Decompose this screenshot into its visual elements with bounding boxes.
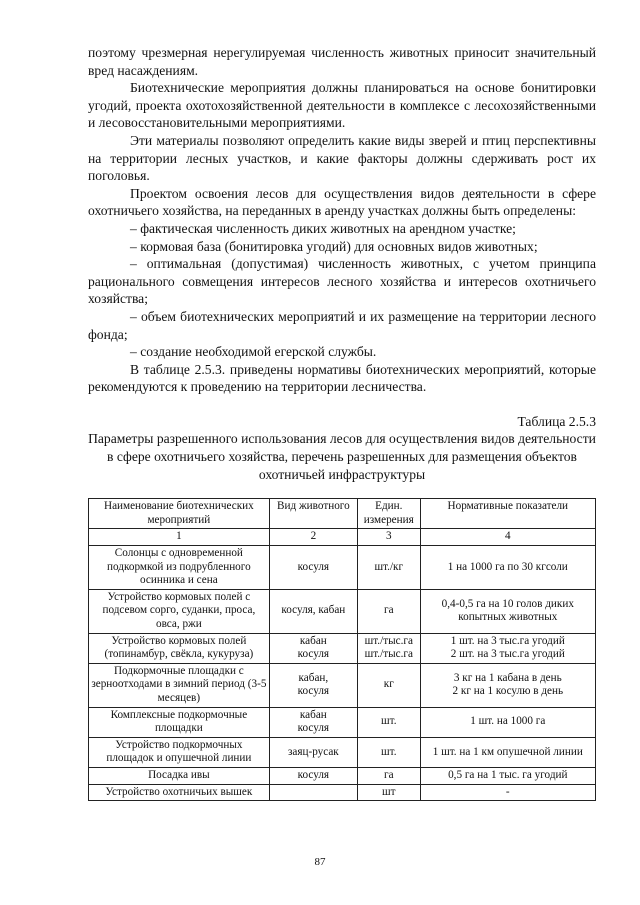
paragraph: Эти материалы позволяют определить какие виды зверей и птиц перспективны на территории лесных участков, и какие факторы должны сдерживать рост их поголовья. (88, 132, 596, 184)
table-cell (269, 784, 357, 801)
table-cell: косуля, кабан (269, 589, 357, 633)
table-cell: кабан косуля (269, 707, 357, 737)
page-number: 87 (314, 856, 326, 868)
table-cell: 1 на 1000 га по 30 кгсоли (420, 546, 595, 590)
table-cell: - (420, 784, 595, 801)
table-cell: шт. (357, 737, 420, 767)
table-body (89, 546, 596, 801)
column-number-row (89, 529, 596, 546)
table-row (89, 589, 596, 633)
table-row (89, 633, 596, 663)
paragraph: – фактическая численность диких животных на арендном участке; (130, 220, 516, 236)
page-content (88, 44, 596, 801)
table-row (89, 546, 596, 590)
table-cell: 1 шт. на 1000 га (420, 707, 595, 737)
header-cell: Един. измерения (357, 499, 420, 529)
table-cell: косуля (269, 767, 357, 784)
table-cell: Устройство подкормочных площадок и опушечной линии (89, 737, 270, 767)
table-cell: шт./тыс.га шт./тыс.га (357, 633, 420, 663)
column-number: 1 (89, 529, 270, 546)
table-row (89, 737, 596, 767)
table-cell: Устройство кормовых полей с подсевом сорго, суданки, проса, овса, ржи (89, 589, 270, 633)
table-cell: кабан косуля (269, 633, 357, 663)
table-cell: Подкормочные площадки с зерноотходами в зимний период (3-5 месяцев) (89, 663, 270, 707)
table-cell: шт. (357, 707, 420, 737)
table-cell: косуля (269, 546, 357, 590)
table-cell: 1 шт. на 3 тыс.га угодий 2 шт. на 3 тыс.га угодий (420, 633, 595, 663)
table-cell: кабан, косуля (269, 663, 357, 707)
table-cell: Комплексные подкормочные площадки (89, 707, 270, 737)
paragraph: поэтому чрезмерная нерегулируемая численность животных приносит значительный вред насаждениям. (88, 45, 596, 78)
paragraph: – оптимальная (допустимая) численность животных, с учетом принципа рационального совмещения интересов лесного хозяйства и интересов охотничьего хозяйства; (88, 256, 596, 307)
norms-table (88, 498, 596, 801)
paragraph: – объем биотехнических мероприятий и их размещение на территории лесного фонда; (88, 308, 596, 342)
table-cell: 0,5 га на 1 тыс. га угодий (420, 767, 595, 784)
table-cell: 3 кг на 1 кабана в день 2 кг на 1 косулю в день (420, 663, 595, 707)
paragraph: Проектом освоения лесов для осуществления видов деятельности в сфере охотничьего хозяйства, на переданных в аренду участках должны быть определены: (88, 185, 596, 219)
paragraph: – создание необходимой егерской службы. (130, 344, 377, 360)
table-cell: 1 шт. на 1 км опушечной линии (420, 737, 595, 767)
paragraph: Биотехнические мероприятия должны планироваться на основе бонитировки угодий, проекта охотохозяйственной деятельности в комплексе с лесохозяйственными и лесовосстановительными мероприятиями. (88, 80, 596, 131)
table-cell: Устройство охотничьих вышек (89, 784, 270, 801)
header-cell: Вид животного (269, 499, 357, 529)
table-cell: шт./кг (357, 546, 420, 590)
table-row (89, 707, 596, 737)
body-text (88, 44, 596, 396)
table-cell: 0,4-0,5 га на 10 голов диких копытных животных (420, 589, 595, 633)
table-row (89, 784, 596, 801)
table-label: Таблица 2.5.3 (517, 413, 596, 429)
table-row (89, 767, 596, 784)
table-cell: га (357, 767, 420, 784)
header-cell: Наименование биотехнических мероприятий (89, 499, 270, 529)
table-cell: Посадка ивы (89, 767, 270, 784)
table-header-row (89, 499, 596, 529)
column-number: 4 (420, 529, 595, 546)
paragraph: – кормовая база (бонитировка угодий) для основных видов животных; (130, 238, 538, 254)
table-title: Параметры разрешенного использования лесов для осуществления видов деятельности в сфере охотничьего хозяйства, перечень разрешенных для размещения объектов охотничьей инфраструктуры (88, 431, 596, 482)
table-cell: заяц-русак (269, 737, 357, 767)
column-number: 2 (269, 529, 357, 546)
table-cell: Солонцы с одновременной подкормкой из подрубленного осинника и сена (89, 546, 270, 590)
table-cell: га (357, 589, 420, 633)
paragraph: В таблице 2.5.3. приведены нормативы биотехнических мероприятий, которые рекомендуются к проведению на территории лесничества. (88, 361, 596, 395)
table-cell: шт (357, 784, 420, 801)
column-number: 3 (357, 529, 420, 546)
header-cell: Нормативные показатели (420, 499, 595, 529)
table-cell: Устройство кормовых полей (топинамбур, свёкла, кукуруза) (89, 633, 270, 663)
table-cell: кг (357, 663, 420, 707)
table-row (89, 663, 596, 707)
